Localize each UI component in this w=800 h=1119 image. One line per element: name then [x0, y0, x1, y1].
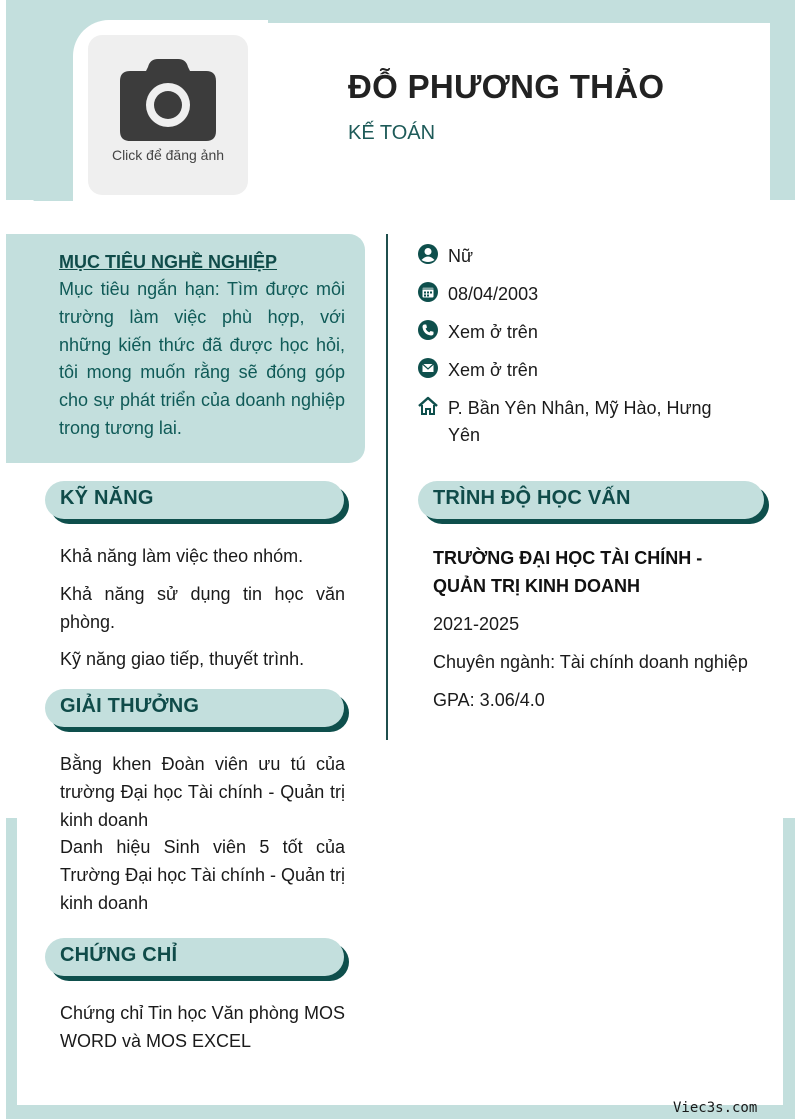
skill-item: Kỹ năng giao tiếp, thuyết trình.: [60, 649, 305, 669]
phone-icon: [418, 319, 438, 341]
phone-value: Xem ở trên: [448, 322, 538, 342]
birthday-value: 08/04/2003: [448, 284, 539, 304]
photo-upload[interactable]: [88, 35, 248, 195]
certificates-title: CHỨNG CHỈ: [60, 944, 178, 966]
email-value: Xem ở trên: [448, 360, 538, 380]
award-item: Danh hiệu Sinh viên 5 tốt của Trường Đại học Tài chính - Quản trị kinh doanh: [60, 837, 345, 913]
candidate-name: ĐỖ PHƯƠNG THẢO: [348, 68, 665, 105]
education-school: TRƯỜNG ĐẠI HỌC TÀI CHÍNH - QUẢN TRỊ KINH DOANH: [433, 548, 703, 596]
award-item: Bằng khen Đoàn viên ưu tú của trường Đại học Tài chính - Quản trị kinh doanh: [60, 754, 345, 830]
education-years: 2021-2025: [433, 614, 520, 634]
objective-title: MỤC TIÊU NGHỀ NGHIỆP: [59, 252, 278, 272]
header-frame-inner: [245, 23, 770, 201]
awards-title: GIẢI THƯỞNG: [60, 695, 200, 717]
camera-icon: [120, 59, 216, 145]
home-icon: [418, 395, 438, 417]
calendar-icon: [418, 281, 438, 303]
education-major: Chuyên ngành: Tài chính doanh nghiệp: [433, 652, 748, 672]
certificate-item: Chứng chỉ Tin học Văn phòng MOS WORD và MOS EXCEL: [60, 1003, 345, 1051]
job-title: KẾ TOÁN: [348, 122, 436, 144]
skill-item: Khả năng làm việc theo nhóm.: [60, 546, 304, 566]
photo-upload-label: Click để đăng ảnh: [111, 147, 225, 163]
education-gpa: GPA: 3.06/4.0: [433, 690, 545, 710]
objective-text: Mục tiêu ngắn hạn: Tìm được môi trường làm việc phù hợp, với những kiến thức đã được học hỏi, tôi mong muốn rằng sẽ đóng góp cho sự phát triển của doanh nghiệp trong tương lai.: [59, 279, 345, 438]
envelope-icon: [418, 357, 438, 379]
skills-title: KỸ NĂNG: [60, 487, 154, 509]
education-title: TRÌNH ĐỘ HỌC VẤN: [433, 487, 631, 509]
column-divider: [386, 234, 388, 740]
gender-value: Nữ: [448, 246, 474, 266]
address-value: P. Bần Yên Nhân, Mỹ Hào, Hưng Yên: [448, 398, 712, 445]
watermark: Viec3s.com: [673, 1100, 758, 1116]
user-icon: [418, 243, 438, 265]
skill-item: Khả năng sử dụng tin học văn phòng.: [60, 584, 345, 632]
